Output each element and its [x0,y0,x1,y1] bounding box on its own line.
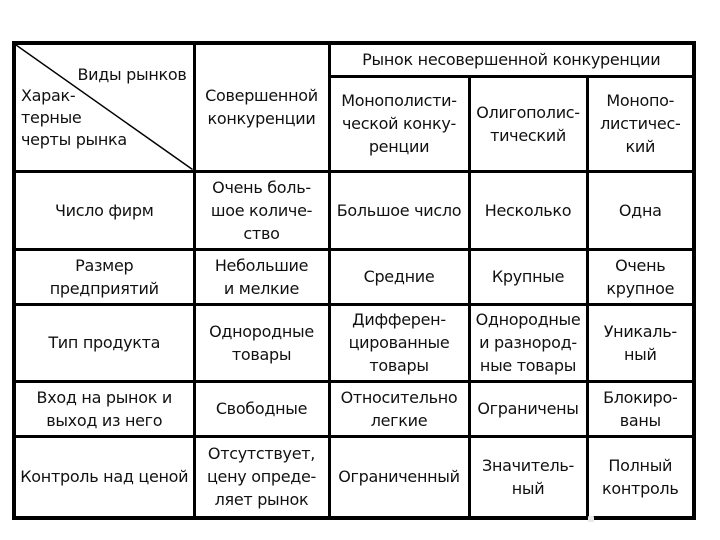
cell-monopolistic: Средние [329,249,469,304]
cell-perfect: Отсутствует, цену опреде- ляет рынок [194,436,329,518]
cell-monopoly: Блокиро- ваны [587,381,694,436]
cell-oligopoly: Крупные [469,249,587,304]
cell-perfect: Свободные [194,381,329,436]
header-perfect-competition: Совершенной конкуренции [194,43,329,171]
cell-oligopoly: Несколько [469,171,587,249]
header-oligopoly: Олигополис- тический [469,76,587,171]
header-imperfect-competition: Рынок несовершенной конкуренции [329,43,694,76]
faint-mark [588,516,594,522]
corner-market-types-label: Виды рынков [77,65,187,84]
header-monopolistic-competition: Монополисти- ческой конку- ренции [329,76,469,171]
cell-monopoly: Очень крупное [587,249,694,304]
corner-header-cell [14,43,194,171]
cell-oligopoly: Однородные и разнород- ные товары [469,304,587,381]
cell-monopolistic: Относительно легкие [329,381,469,436]
cell-monopolistic: Большое число [329,171,469,249]
table-row [14,249,694,304]
cell-monopoly: Одна [587,171,694,249]
cell-oligopoly: Значитель- ный [469,436,587,518]
cell-monopoly: Уникаль- ный [587,304,694,381]
cell-oligopoly: Ограничены [469,381,587,436]
market-types-table [12,41,696,520]
cell-perfect: Очень боль- шое количе- ство [194,171,329,249]
row-label: Контроль над ценой [14,436,194,518]
cell-monopolistic: Дифферен- цированные товары [329,304,469,381]
row-label: Тип продукта [14,304,194,381]
table-row [14,171,694,249]
table-row [14,304,694,381]
cell-monopoly: Полный контроль [587,436,694,518]
table-row [14,436,694,518]
header-monopoly: Монопо- листичес- кий [587,76,694,171]
cell-perfect: Однородные товары [194,304,329,381]
row-label: Вход на рынок и выход из него [14,381,194,436]
cell-monopolistic: Ограниченный [329,436,469,518]
corner-characteristics-label: Харак- терные черты рынка [21,86,127,149]
cell-perfect: Небольшие и мелкие [194,249,329,304]
row-label: Размер предприятий [14,249,194,304]
table-row [14,381,694,436]
row-label: Число фирм [14,171,194,249]
